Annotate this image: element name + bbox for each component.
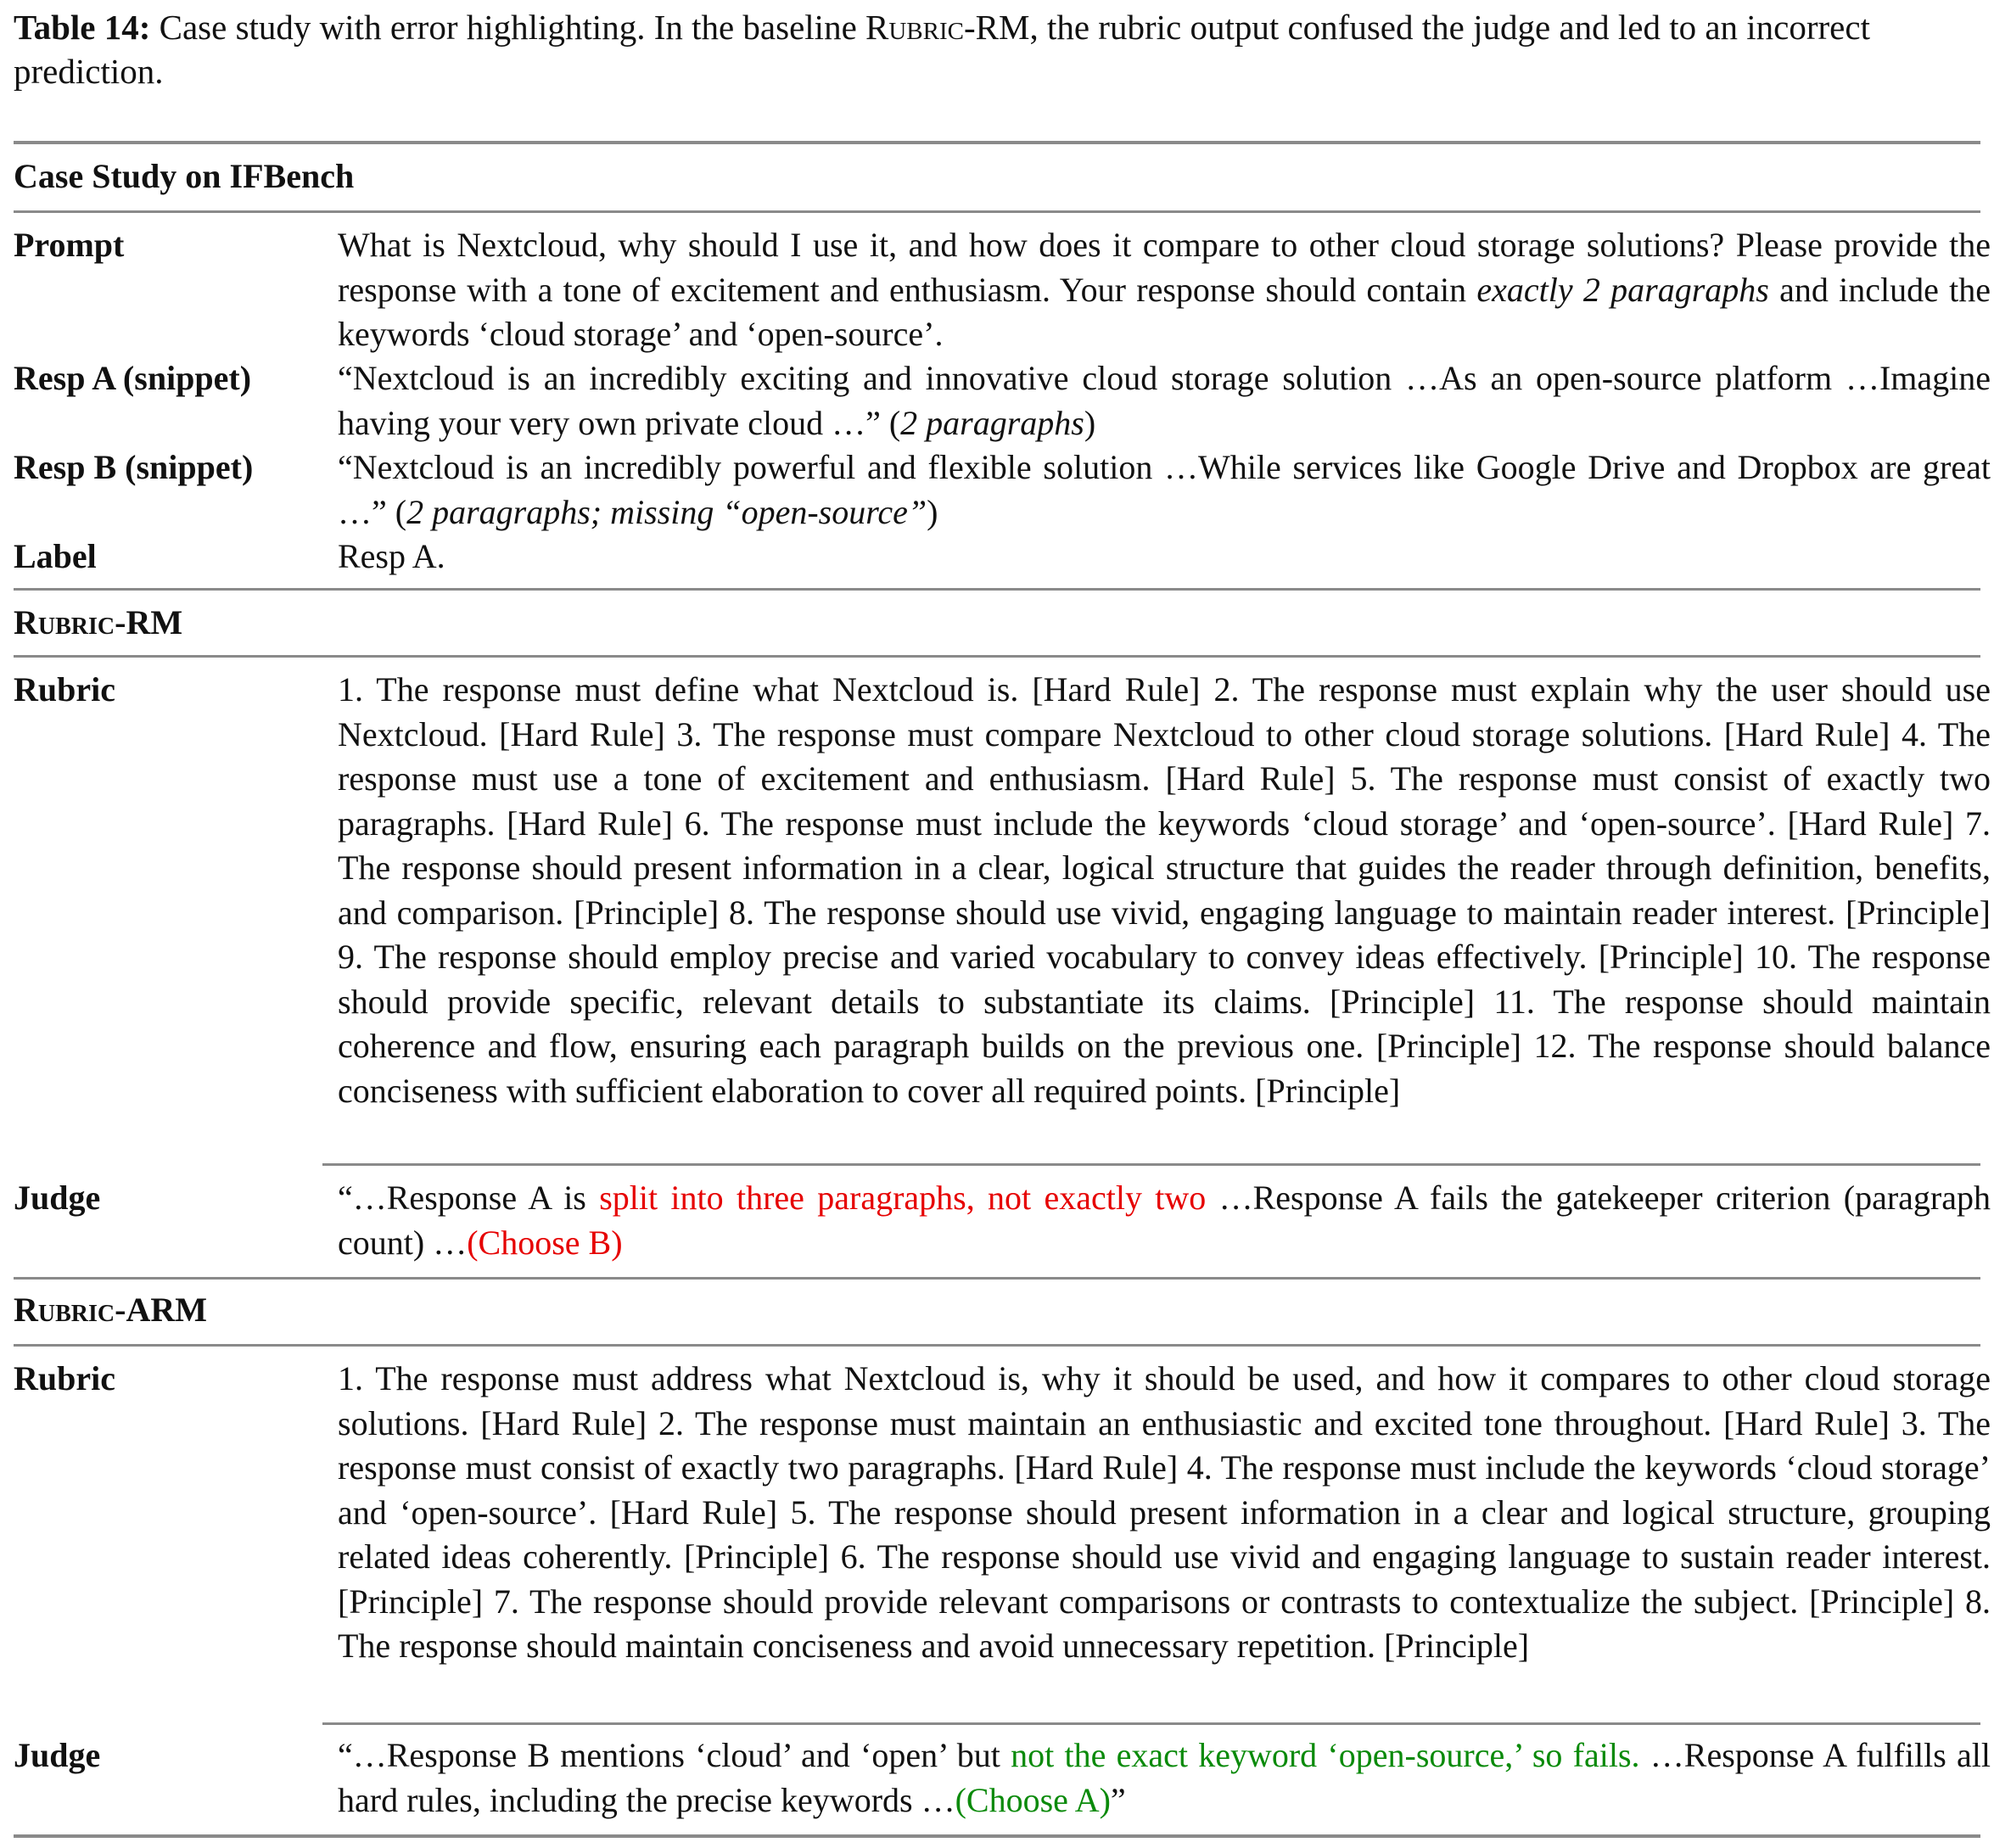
label-label: Label xyxy=(14,537,97,575)
resp-b-snippet: “Nextcloud is an incredibly powerful and flexible solution …While services like Google Drive and Dropbox are great …” ( xyxy=(338,448,1991,531)
resp-a-label: Resp A (snippet) xyxy=(14,359,252,397)
rubric-arm-judge-part-1: “…Response B mentions ‘cloud’ and ‘open’ but xyxy=(338,1736,1011,1774)
rubric-rm-judge-label: Judge xyxy=(14,1179,101,1217)
rubric-rm-prefix: Rubric xyxy=(14,603,115,641)
rubric-rm-head-rule xyxy=(14,655,1980,658)
table-bottom-rule xyxy=(14,1834,1980,1838)
label-value: Resp A. xyxy=(338,537,445,575)
prompt-label: Prompt xyxy=(14,226,125,264)
rubric-rm-judge-error-highlight: split into three paragraphs, not exactly two xyxy=(599,1179,1207,1217)
rubric-arm-judge-divider xyxy=(322,1722,1980,1725)
prompt-text-2: and include the keywords ‘cloud storage’ and ‘open-source’. xyxy=(338,270,1991,353)
rubric-rm-judge-part-2: …Response A fails the gatekeeper criterion (paragraph count) … xyxy=(338,1179,1991,1262)
prompt-emphasis: exactly 2 paragraphs xyxy=(1476,270,1769,309)
rubric-rm-judge-part-1: “…Response A is xyxy=(338,1179,600,1217)
rubric-rm-judge-divider xyxy=(322,1163,1980,1166)
resp-b-close: ) xyxy=(927,492,938,531)
rubric-rm-suffix: -RM xyxy=(115,603,183,641)
rubric-rm-judge-choice: (Choose B) xyxy=(467,1223,623,1262)
rubric-arm-rubric-label: Rubric xyxy=(14,1359,115,1397)
table-caption xyxy=(14,5,1982,93)
case-study-title: Case Study on IFBench xyxy=(14,157,355,195)
caption-model-name: Rubric xyxy=(865,8,964,47)
rubric-rm-judge-text xyxy=(338,1176,1991,1265)
prompt-text-1: What is Nextcloud, why should I use it, and how does it compare to other cloud storage solutions? Please provide the response with a tone of excitement and enthusiasm. Your response should contain xyxy=(338,226,1991,309)
header-rule xyxy=(14,210,1980,213)
rubric-arm-section-title xyxy=(14,1288,207,1332)
case-bottom-rule xyxy=(14,588,1980,591)
rubric-arm-judge-choice: (Choose A) xyxy=(955,1780,1111,1819)
rubric-arm-judge-label: Judge xyxy=(14,1736,101,1774)
rubric-arm-judge-correct-highlight: not the exact keyword ‘open-source,’ so fails. xyxy=(1011,1736,1640,1774)
rubric-arm-prefix: Rubric xyxy=(14,1291,115,1329)
resp-a-text xyxy=(338,356,1991,445)
table-top-rule xyxy=(14,141,1980,144)
resp-a-snippet: “Nextcloud is an incredibly exciting and innovative cloud storage solution …As an open-source platform …Imagine having your very own private cloud …” ( xyxy=(338,359,1991,442)
resp-b-note: 2 paragraphs; missing “open-source” xyxy=(406,492,927,531)
caption-text-2: -RM, the rubric output confused the judge and led to an incorrect prediction. xyxy=(14,8,1870,91)
resp-a-close: ) xyxy=(1084,403,1096,442)
rubric-rm-section-title xyxy=(14,601,182,645)
resp-b-label: Resp B (snippet) xyxy=(14,448,254,486)
resp-a-note: 2 paragraphs xyxy=(900,403,1084,442)
prompt-text xyxy=(338,223,1991,357)
rubric-rm-bottom-rule xyxy=(14,1277,1980,1280)
rubric-arm-judge-text xyxy=(338,1733,1991,1823)
caption-text-1: Case study with error highlighting. In the baseline xyxy=(150,8,866,47)
rubric-arm-judge-part-2: …Response A fulfills all hard rules, including the precise keywords … xyxy=(338,1736,1991,1819)
rubric-arm-suffix: -ARM xyxy=(115,1291,207,1329)
rubric-arm-head-rule xyxy=(14,1344,1980,1347)
resp-b-text xyxy=(338,445,1991,535)
rubric-rm-rubric-label: Rubric xyxy=(14,670,115,708)
rubric-arm-judge-close-quote: ” xyxy=(1110,1780,1126,1819)
rubric-arm-rubric-text: 1. The response must address what Nextcloud is, why it should be used, and how it compares to other cloud storage solutions. [Hard Rule] 2. The response must maintain an enthusiastic and excited tone throughout. [Hard Rule] 3. The response must consist of exactly two paragraphs. [Hard Rule] 4. The response must include the keywords ‘cloud storage’ and ‘open-source’. [Hard Rule] 5. The response should present information in a clear and logical structure, grouping related ideas coherently. [Principle] 6. The response should use vivid and engaging language to sustain reader interest. [Principle] 7. The response should provide relevant comparisons or contrasts to contextualize the subject. [Principle] 8. The response should maintain conciseness and avoid unnecessary repetition. [Principle] xyxy=(338,1359,1991,1665)
rubric-rm-rubric-text: 1. The response must define what Nextcloud is. [Hard Rule] 2. The response must explain why the user should use Nextcloud. [Hard Rule] 3. The response must compare Nextcloud to other cloud storage solutions. [Hard Rule] 4. The response must use a tone of excitement and enthusiasm. [Hard Rule] 5. The response must consist of exactly two paragraphs. [Hard Rule] 6. The response must include the keywords ‘cloud storage’ and ‘open-source’. [Hard Rule] 7. The response should present information in a clear, logical structure that guides the reader through definition, benefits, and comparison. [Principle] 8. The response should use vivid, engaging language to maintain reader interest. [Principle] 9. The response should employ precise and varied vocabulary to convey ideas effectively. [Principle] 10. The response should provide specific, relevant details to substantiate its claims. [Principle] 11. The response should maintain coherence and flow, ensuring each paragraph builds on the previous one. [Principle] 12. The response should balance conciseness with sufficient elaboration to cover all required points. [Principle] xyxy=(338,670,1991,1110)
caption-label: Table 14: xyxy=(14,8,151,47)
